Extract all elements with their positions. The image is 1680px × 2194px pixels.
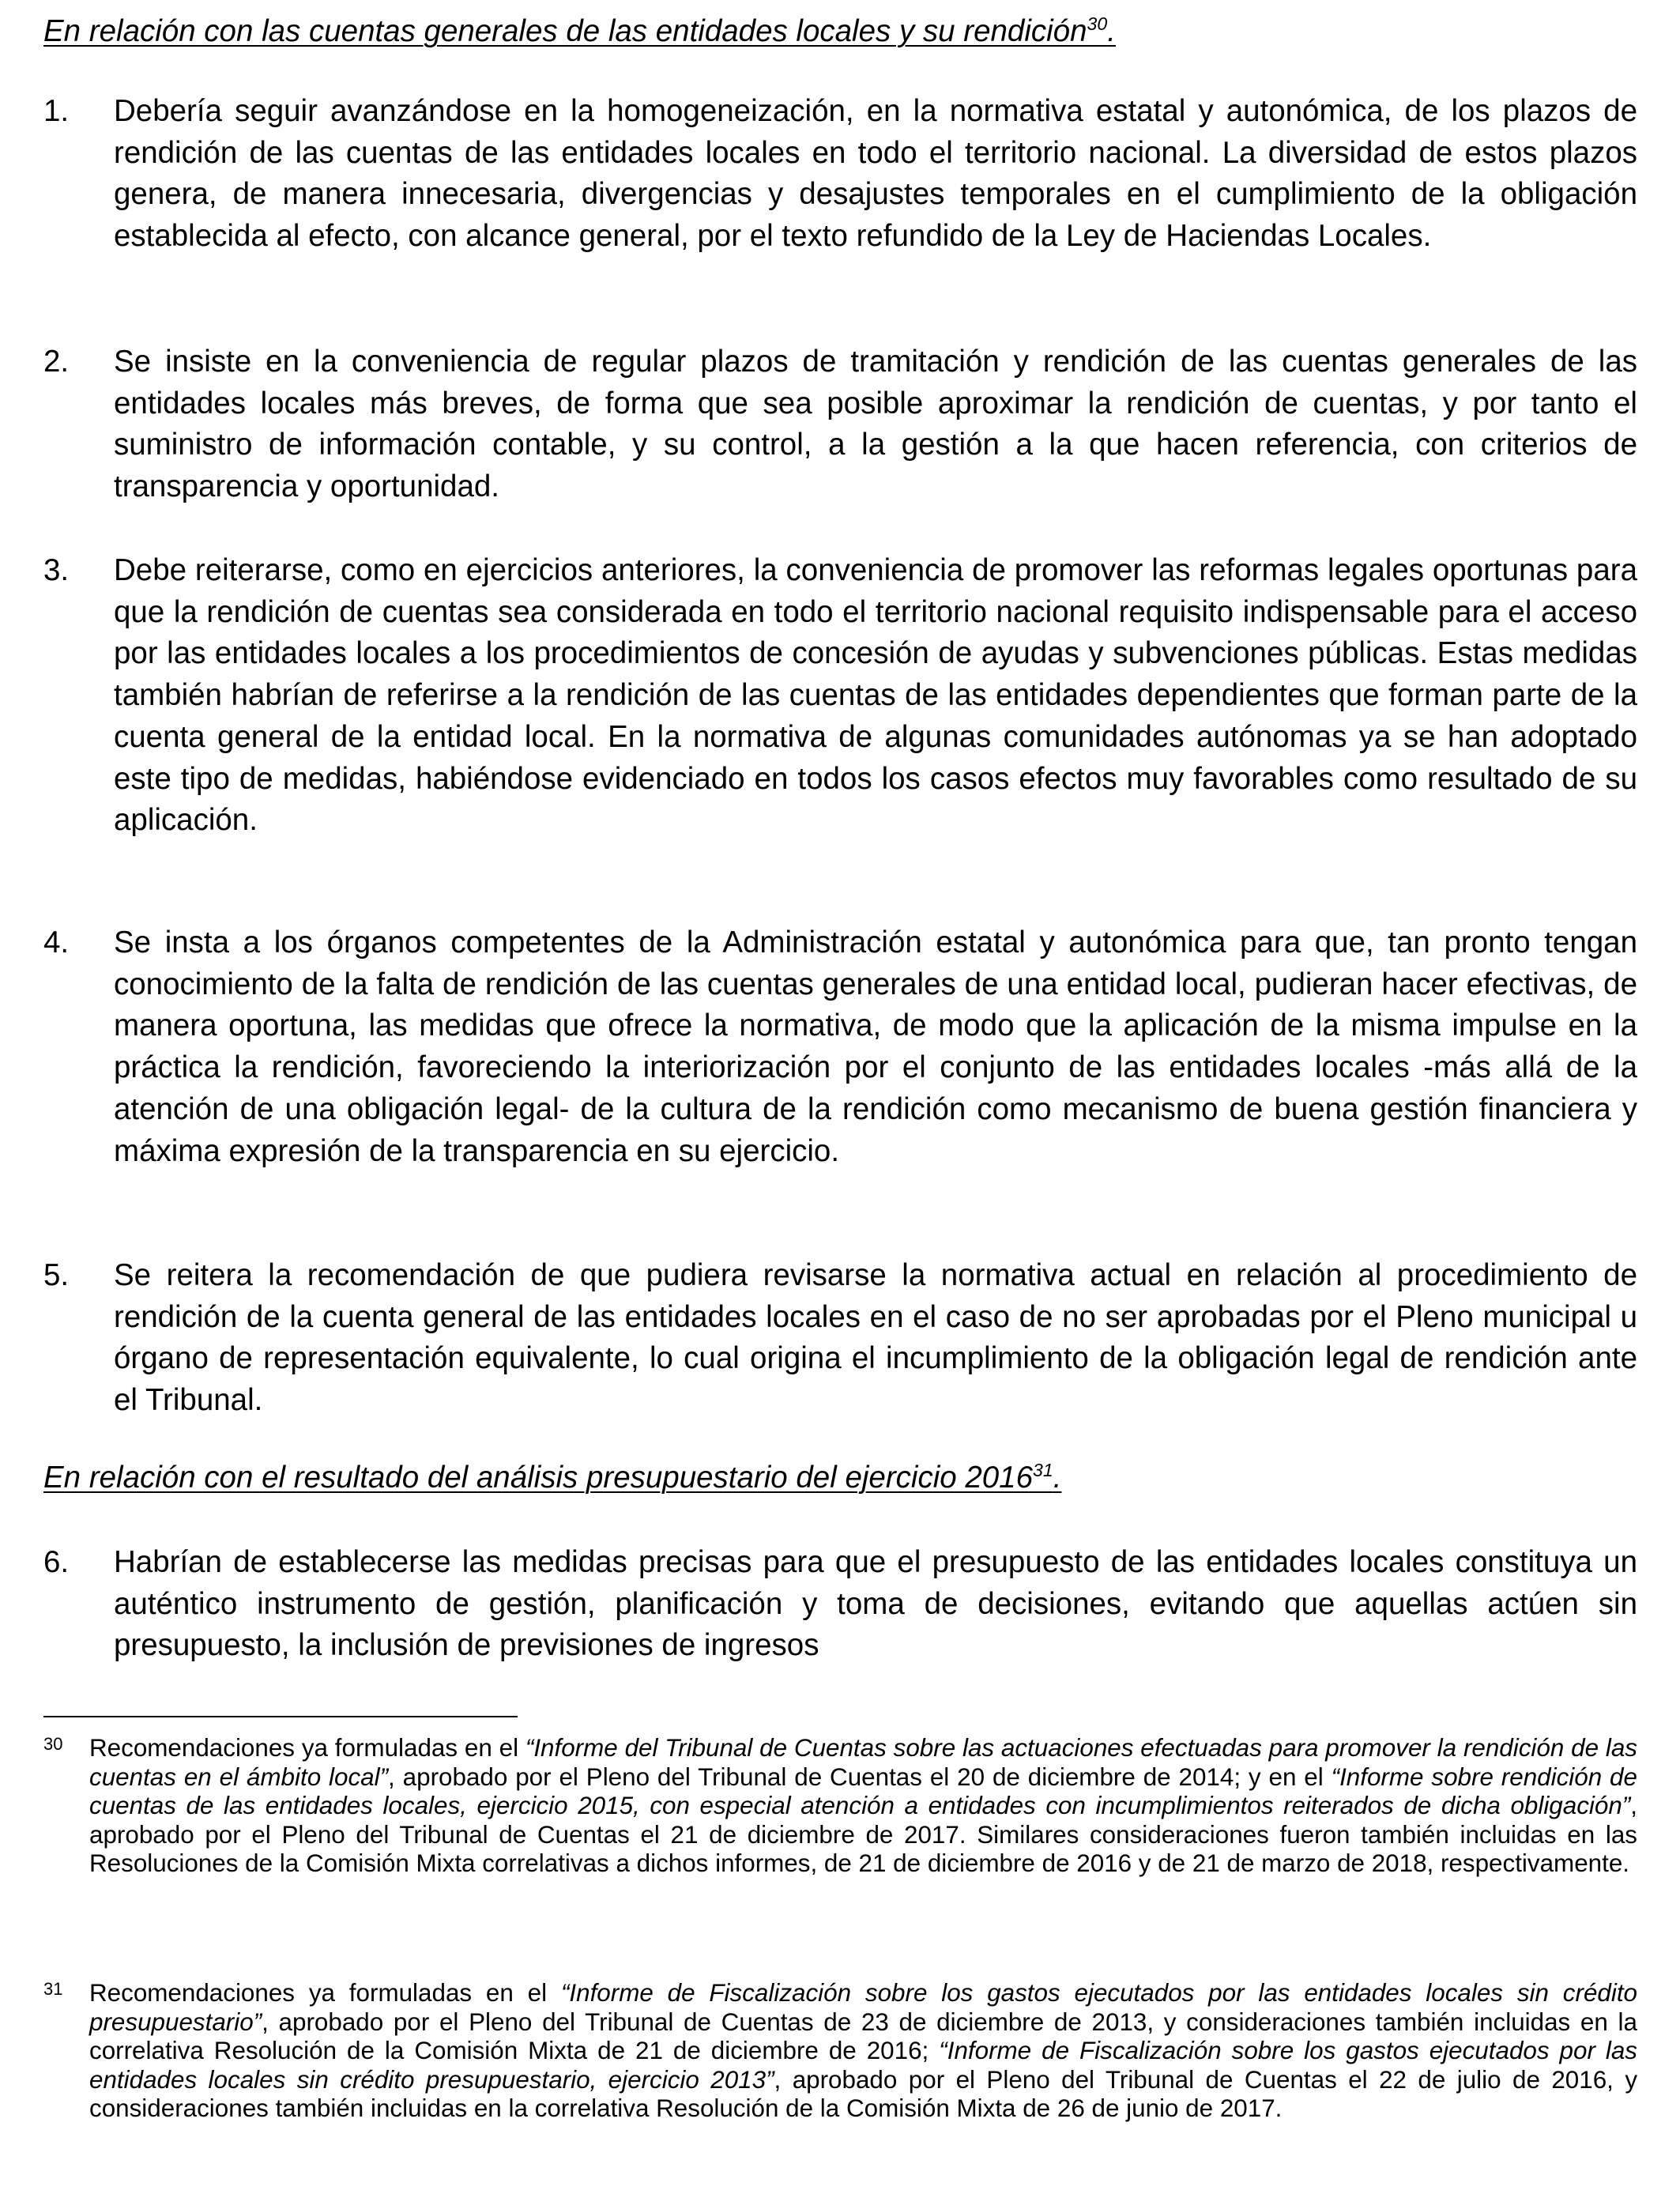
footnote-part: , aprobado por el Pleno del Tribunal de Cuentas de 23 de diciembre de 2013, y consideraciones también incluidas en la correlativa Resolución de la Comisión Mixta de 21 de diciembre de 2016; — [89, 2007, 1637, 2064]
recommendation-number: 2. — [43, 345, 70, 379]
footnote-30 — [43, 1734, 1637, 1879]
heading-tail: . — [1107, 14, 1116, 48]
footnote-part: , aprobado por el Pleno del Tribunal de Cuentas el 20 de diciembre de 2014; y en el — [388, 1762, 1332, 1791]
recommendation-number: 1. — [43, 94, 70, 128]
footnote-report-title: “Informe del Tribunal de Cuentas sobre las actuaciones efectuadas para promover la rendición de las cuentas en el ámbito local” — [89, 1734, 1638, 1791]
footnote-ref-31[interactable]: 31 — [1033, 1460, 1053, 1481]
recommendation-item — [43, 341, 1637, 508]
footnote-text — [89, 1734, 1637, 1879]
footnote-part: , aprobado por el Pleno del Tribunal de Cuentas el 22 de julio de 2016, y consideraciones también incluidas en la correlativa Resolución de la Comisión Mixta de 26 de junio de 2017. — [89, 2065, 1638, 2122]
footnote-separator — [43, 1716, 518, 1717]
recommendation-number: 6. — [43, 1545, 70, 1579]
recommendation-text: Debería seguir avanzándose en la homogeneización, en la normativa estatal y autonómica, de los plazos de rendición de las cuentas de las entidades locales en todo el territorio nacional. La diversidad de estos plazos genera, de manera innecesaria, divergencias y desajustes temporales en el cumplimiento de la obligación establecida al efecto, con alcance general, por el texto refundido de la Ley de Haciendas Locales. — [114, 94, 1637, 254]
recommendation-item — [43, 91, 1637, 258]
recommendation-item — [43, 922, 1637, 1172]
footnote-report-title: “Informe sobre rendición de cuentas de las entidades locales, ejercicio 2015, con especial atención a entidades con incumplimientos reiterados de dicha obligación” — [89, 1762, 1637, 1819]
footnote-report-title: “Informe de Fiscalización sobre los gastos ejecutados por las entidades locales sin crédito presupuestario, ejercicio 2013” — [89, 2037, 1637, 2094]
recommendation-item — [43, 550, 1637, 842]
recommendation-text: Debe reiterarse, como en ejercicios anteriores, la conveniencia de promover las reformas legales oportunas para que la rendición de cuentas sea considerada en todo el territorio nacional requisito indispensable para el acceso por las entidades locales a los procedimientos de concesión de ayudas y subvenciones públicas. Estas medidas también habrían de referirse a la rendición de las cuentas de las entidades dependientes que forman parte de la cuenta general de la entidad local. En la normativa de algunas comunidades autónomas ya se han adoptado este tipo de medidas, habiéndose evidenciado en todos los casos efectos muy favorables como resultado de su aplicación. — [114, 553, 1637, 838]
heading-tail: . — [1053, 1461, 1062, 1495]
recommendation-item — [43, 1542, 1637, 1666]
footnote-text — [89, 1979, 1637, 2124]
recommendation-text: Se insta a los órganos competentes de la Administración estatal y autonómica para que, tan pronto tengan conocimiento de la falta de rendición de las cuentas generales de una entidad local, pudieran hacer efectivas, de manera oportuna, las medidas que ofrece la normativa, de modo que la aplicación de la misma impulse en la práctica la rendición, favoreciendo la interiorización por el conjunto de las entidades locales -más allá de la atención de una obligación legal- de la cultura de la rendición como mecanismo de buena gestión financiera y máxima expresión de la transparencia en su ejercicio. — [114, 925, 1637, 1168]
recommendation-number: 4. — [43, 925, 70, 959]
recommendation-text: Habrían de establecerse las medidas precisas para que el presupuesto de las entidades locales constituya un auténtico instrumento de gestión, planificación y toma de decisiones, evitando que aquellas actúen sin presupuesto, la inclusión de previsiones de ingresos — [114, 1545, 1637, 1663]
footnote-part: Recomendaciones ya formuladas en el — [89, 1979, 561, 2007]
footnote-ref-30[interactable]: 30 — [1087, 13, 1108, 35]
footnote-31 — [43, 1979, 1637, 2124]
recommendation-item — [43, 1255, 1637, 1422]
recommendation-number: 5. — [43, 1258, 70, 1292]
heading-text: En relación con el resultado del análisis presupuestario del ejercicio 2016 — [43, 1461, 1034, 1495]
heading-text: En relación con las cuentas generales de las entidades locales y su rendición — [43, 14, 1087, 48]
footnote-part: Recomendaciones ya formuladas en el — [89, 1734, 525, 1762]
footnote-part: , aprobado por el Pleno del Tribunal de Cuentas el 21 de diciembre de 2017. Similares consideraciones fueron también incluidas en las Resoluciones de la Comisión Mixta correlativas a dichos informes, de 21 de diciembre de 2016 y de 21 de marzo de 2018, respectivamente. — [89, 1792, 1637, 1877]
footnote-number: 31 — [43, 1979, 63, 1999]
recommendation-number: 3. — [43, 553, 70, 587]
footnote-report-title: “Informe de Fiscalización sobre los gastos ejecutados por las entidades locales sin crédito presupuestario” — [89, 1979, 1638, 2036]
footnote-number: 30 — [43, 1734, 63, 1754]
section-heading-analisis-presupuestario — [43, 1457, 1061, 1498]
recommendation-text: Se insiste en la conveniencia de regular plazos de tramitación y rendición de las cuentas generales de las entidades locales más breves, de forma que sea posible aproximar la rendición de cuentas, y por tanto el suministro de información contable, y su control, a la gestión a la que hacen referencia, con criterios de transparencia y oportunidad. — [114, 345, 1637, 504]
recommendation-text: Se reitera la recomendación de que pudiera revisarse la normativa actual en relación al procedimiento de rendición de la cuenta general de las entidades locales en el caso de no ser aprobadas por el Pleno municipal u órgano de representación equivalente, lo cual origina el incumplimiento de la obligación legal de rendición ante el Tribunal. — [114, 1258, 1637, 1418]
section-heading-cuentas-generales — [43, 10, 1116, 52]
